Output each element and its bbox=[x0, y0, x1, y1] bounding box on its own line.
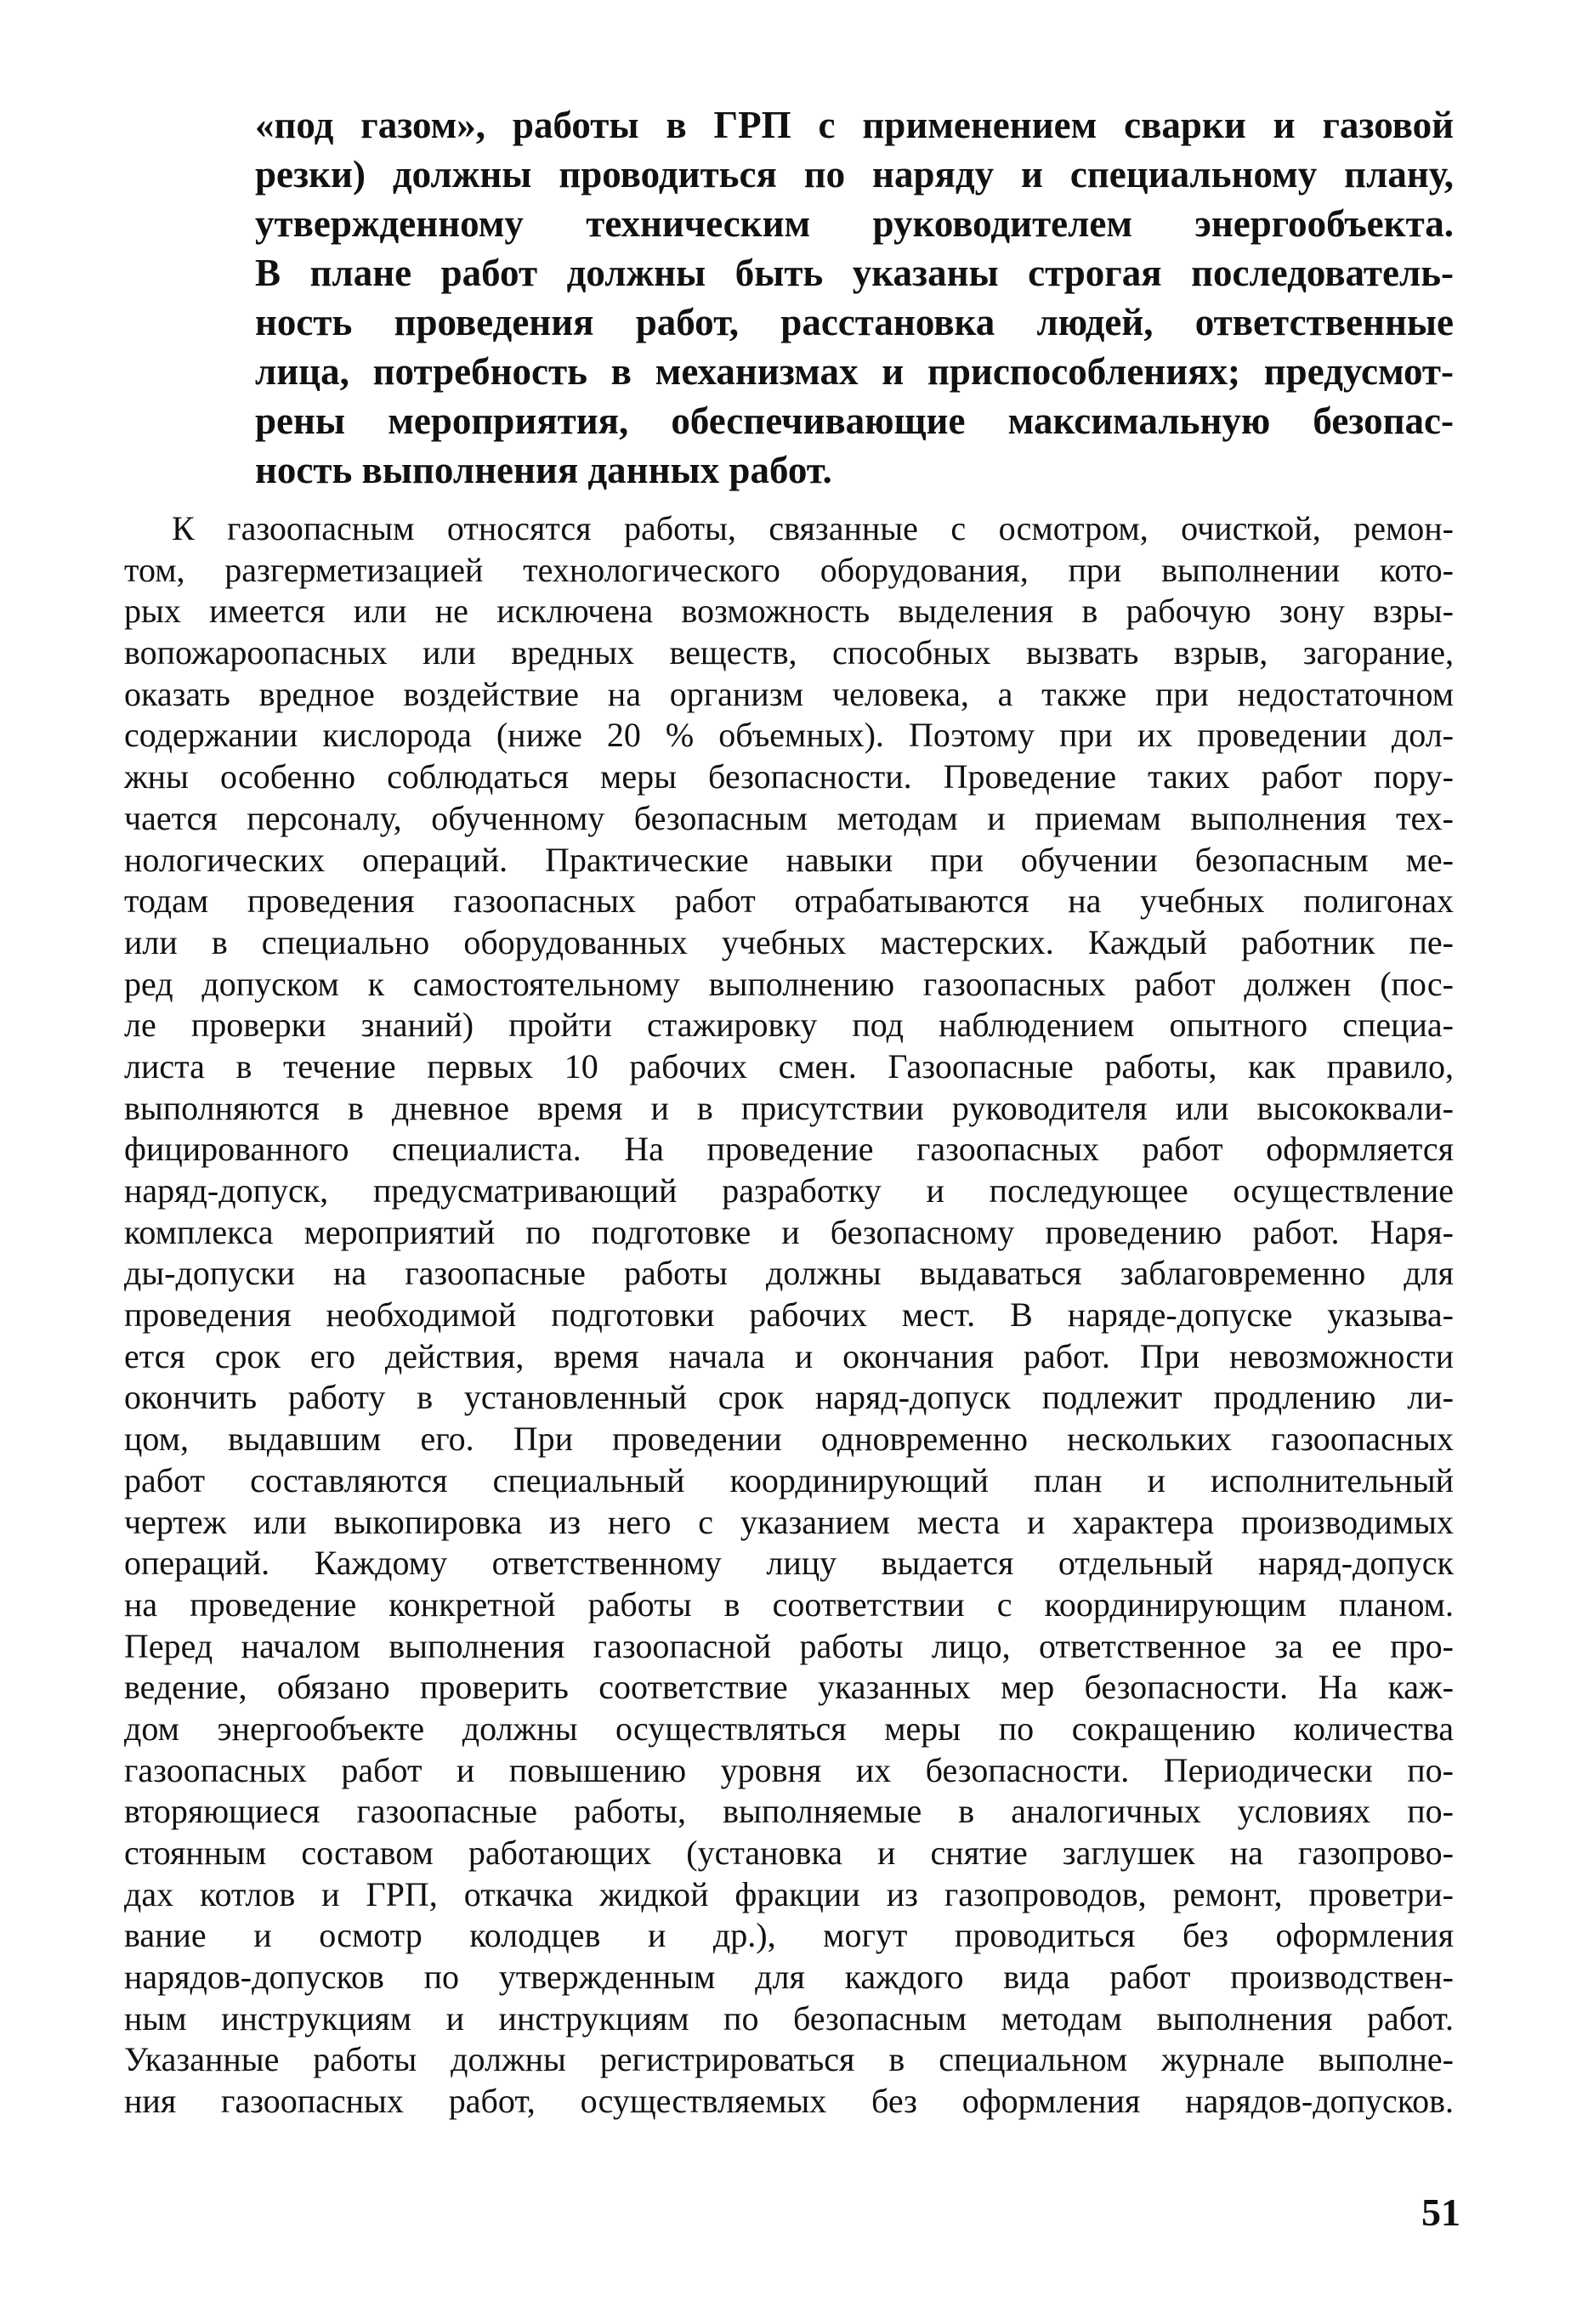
body-text-line: оказать вредное воздействие на организм человека, а также при недостаточном bbox=[124, 674, 1454, 713]
bold-text-line: ность выполнения данных работ. bbox=[255, 449, 832, 491]
body-text-line: на проведение конкретной работы в соответствии с координирующим планом. bbox=[124, 1584, 1454, 1624]
bold-text-line: рены мероприятия, обеспечивающие максимальную безопас- bbox=[255, 400, 1454, 442]
body-text-line: газоопасных работ и повышению уровня их безопасности. Периодически по- bbox=[124, 1750, 1454, 1789]
body-text-line: ным инструкциям и инструкциям по безопасным методам выполнения работ. bbox=[124, 1998, 1454, 2038]
bold-text-line: ность проведения работ, расстановка людей, ответственные bbox=[255, 301, 1454, 343]
body-text-line: нологических операций. Практические навыки при обучении безопасным ме- bbox=[124, 840, 1454, 879]
body-text-line: или в специально оборудованных учебных мастерских. Каждый работник пе- bbox=[124, 922, 1454, 961]
bold-text-line: утвержденному техническим руководителем энергообъекта. bbox=[255, 202, 1454, 245]
body-text-line: ле проверки знаний) пройти стажировку под наблюдением опытного специа- bbox=[124, 1006, 1454, 1045]
body-text-line: вопожароопасных или вредных веществ, способных вызвать взрыв, загорание, bbox=[124, 633, 1454, 672]
body-text-line: содержании кислорода (ниже 20 % объемных). Поэтому при их проведении дол- bbox=[124, 716, 1454, 755]
body-text-line: вание и осмотр колодцев и др.), могут проводиться без оформления bbox=[124, 1916, 1454, 1955]
body-text-line: ния газоопасных работ, осуществляемых без оформления нарядов-допусков. bbox=[124, 2082, 1454, 2121]
body-text-line: листа в течение первых 10 рабочих смен. Газоопасные работы, как правило, bbox=[124, 1046, 1454, 1085]
bold-text-line: В плане работ должны быть указаны строгая последователь- bbox=[255, 252, 1454, 294]
body-text-line: наряд-допуск, предусматривающий разработку и последующее осуществление bbox=[124, 1171, 1454, 1210]
body-text-line: дах котлов и ГРП, откачка жидкой фракции из газопроводов, ремонт, проветри- bbox=[124, 1874, 1454, 1913]
body-text-line: ред допуском к самостоятельному выполнению газоопасных работ должен (пос- bbox=[124, 964, 1454, 1003]
body-text-line: цом, выдавшим его. При проведении одновременно нескольких газоопасных bbox=[124, 1420, 1454, 1459]
body-text-line: выполняются в дневное время и в присутствии руководителя или высококвали- bbox=[124, 1088, 1454, 1127]
body-text-line: Перед началом выполнения газоопасной работы лицо, ответственное за ее про- bbox=[124, 1626, 1454, 1665]
body-text-line: вторяющиеся газоопасные работы, выполняемые в аналогичных условиях по- bbox=[124, 1792, 1454, 1831]
body-text-line: нарядов-допусков по утвержденным для каждого вида работ производствен- bbox=[124, 1958, 1454, 1997]
body-text-line: работ составляются специальный координирующий план и исполнительный bbox=[124, 1460, 1454, 1499]
body-text-line: рых имеется или не исключена возможность выделения в рабочую зону взры- bbox=[124, 592, 1454, 631]
body-text-line: комплекса мероприятий по подготовке и безопасному проведению работ. Наря- bbox=[124, 1212, 1454, 1251]
body-paragraph bbox=[124, 508, 1454, 2123]
page-number: 51 bbox=[1421, 2191, 1460, 2234]
body-text-line: ется срок его действия, время начала и окончания работ. При невозможности bbox=[124, 1336, 1454, 1375]
body-text-line: фицированного специалиста. На проведение газоопасных работ оформляется bbox=[124, 1130, 1454, 1169]
body-text-line: чертеж или выкопировка из него с указанием места и характера производимых bbox=[124, 1502, 1454, 1541]
body-text-line: том, разгерметизацией технологического оборудования, при выполнении кото- bbox=[124, 550, 1454, 589]
body-text-line: Указанные работы должны регистрироваться в специальном журнале выполне- bbox=[124, 2040, 1454, 2079]
body-text-line: стоянным составом работающих (установка и снятие заглушек на газопрово- bbox=[124, 1834, 1454, 1872]
bold-text-line: «под газом», работы в ГРП с применением сварки и газовой bbox=[255, 104, 1454, 146]
bold-instruction-block bbox=[255, 100, 1454, 495]
body-text-line: тодам проведения газоопасных работ отрабатываются на учебных полигонах bbox=[124, 881, 1454, 921]
body-text-line: ды-допуски на газоопасные работы должны выдаваться заблаговременно для bbox=[124, 1254, 1454, 1293]
bold-text-line: резки) должны проводиться по наряду и специальному плану, bbox=[255, 153, 1454, 196]
body-text-line: операций. Каждому ответственному лицу выдается отдельный наряд-допуск bbox=[124, 1544, 1454, 1583]
body-text-line: жны особенно соблюдаться меры безопасности. Проведение таких работ пору- bbox=[124, 757, 1454, 796]
bold-text-line: лица, потребность в механизмах и приспособлениях; предусмот- bbox=[255, 350, 1454, 393]
body-text-line: дом энергообъекте должны осуществляться меры по сокращению количества bbox=[124, 1709, 1454, 1748]
body-text-line: чается персоналу, обученному безопасным методам и приемам выполнения тех- bbox=[124, 798, 1454, 837]
body-text-line: ведение, обязано проверить соответствие указанных мер безопасности. На каж- bbox=[124, 1668, 1454, 1707]
body-text-line: К газоопасным относятся работы, связанные с осмотром, очисткой, ремон- bbox=[172, 509, 1454, 547]
body-text-line: окончить работу в установленный срок наряд-допуск подлежит продлению ли- bbox=[124, 1378, 1454, 1417]
body-text-line: проведения необходимой подготовки рабочих мест. В наряде-допуске указыва- bbox=[124, 1295, 1454, 1335]
